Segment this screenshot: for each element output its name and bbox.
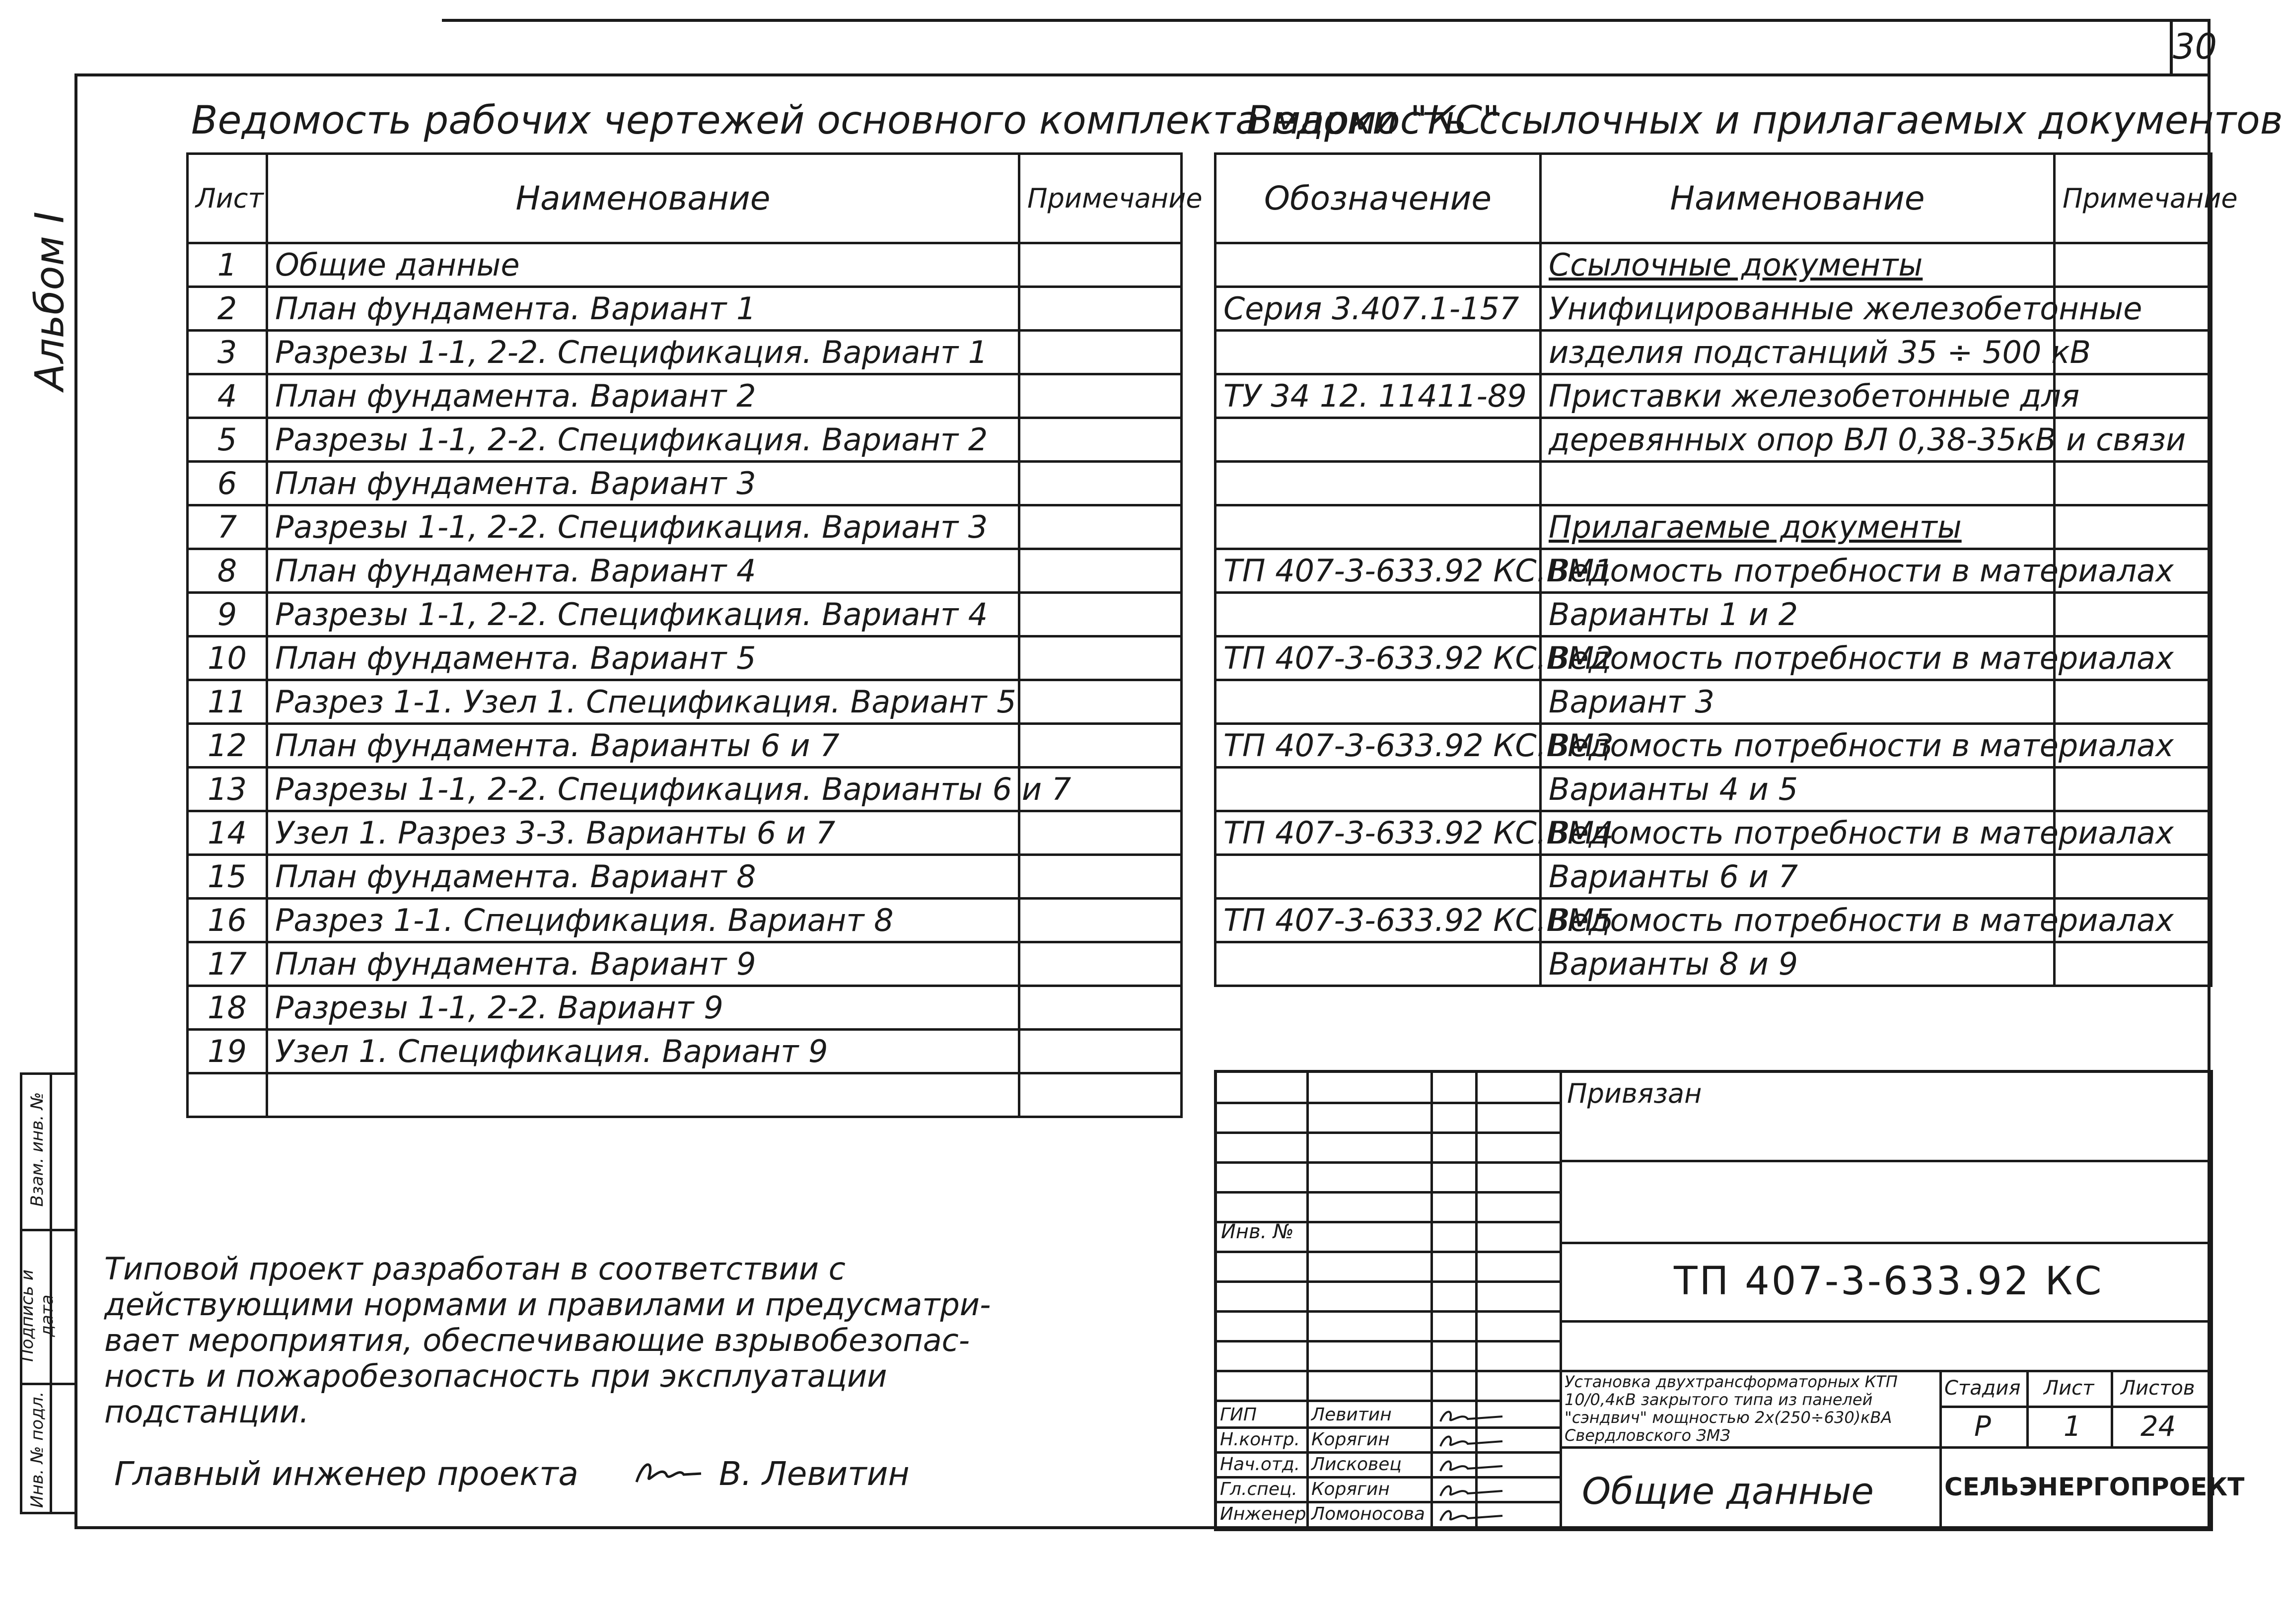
inv-no-label: Инв. №	[1221, 1220, 1294, 1243]
drawing-note	[1019, 505, 1182, 549]
sheet-number: 12	[188, 724, 267, 768]
doc-name: Варианты 8 и 9	[1541, 942, 2055, 986]
signature-name: Корягин	[1311, 1429, 1390, 1450]
drawing-note	[1019, 243, 1182, 287]
doc-designation: ТП 407-3-633.92 КС.ВМ5	[1215, 899, 1541, 942]
drawing-note	[1019, 374, 1182, 418]
doc-note	[2055, 505, 2212, 549]
signature-role: Инженер	[1220, 1504, 1306, 1524]
project-code: ТП 407-3-633.92 КС	[1674, 1259, 2104, 1304]
doc-name: Варианты 1 и 2	[1541, 593, 2055, 636]
table-row	[188, 811, 1182, 855]
doc-name: Унифицированные железобетонные	[1541, 287, 2055, 331]
note-paragraph	[104, 1251, 991, 1430]
table-row	[188, 462, 1182, 505]
sheet-number: 19	[188, 1030, 267, 1073]
table-row	[188, 724, 1182, 768]
doc-name: Ссылочные документы	[1541, 243, 2055, 287]
doc-designation	[1215, 593, 1541, 636]
drawing-name: План фундамента. Вариант 8	[267, 855, 1019, 899]
doc-note	[2055, 593, 2212, 636]
drawing-note	[1019, 418, 1182, 462]
doc-designation: ТП 407-3-633.92 КС.ВМ3	[1215, 724, 1541, 768]
table-row	[188, 636, 1182, 680]
table-row	[1215, 243, 2212, 287]
doc-name: Прилагаемые документы	[1541, 505, 2055, 549]
drawing-name: Разрезы 1-1, 2-2. Спецификация. Вариант 2	[267, 418, 1019, 462]
drawing-note	[1019, 942, 1182, 986]
signature-mark-icon	[1438, 1481, 1507, 1503]
table-row	[188, 593, 1182, 636]
table-row	[188, 505, 1182, 549]
signature-name: Левитин	[1311, 1405, 1392, 1425]
drawing-note	[1019, 1030, 1182, 1073]
table-row	[1215, 855, 2212, 899]
table-row	[188, 1030, 1182, 1073]
drawing-name: Разрез 1-1. Спецификация. Вариант 8	[267, 899, 1019, 942]
doc-note	[2055, 243, 2212, 287]
table-row	[188, 680, 1182, 724]
table-row	[1215, 331, 2212, 374]
note-line: ность и пожаробезопасность при эксплуатации	[104, 1358, 887, 1394]
doc-designation	[1215, 680, 1541, 724]
drawing-name: План фундамента. Варианты 6 и 7	[267, 724, 1019, 768]
chief-engineer-label: Главный инженер проекта	[114, 1455, 578, 1493]
drawing-name: Разрезы 1-1, 2-2. Спецификация. Вариант 4	[267, 593, 1019, 636]
signature-mark-icon	[1438, 1456, 1507, 1478]
page-number-box	[2170, 22, 2217, 76]
stage-value: Р	[1974, 1411, 1991, 1443]
right-table-title: Ведомость ссылочных и прилагаемых документов	[1246, 98, 2283, 143]
sheet-number: 17	[188, 942, 267, 986]
table-row	[1215, 724, 2212, 768]
drawing-name: Узел 1. Разрез 3-3. Варианты 6 и 7	[267, 811, 1019, 855]
table-row	[188, 942, 1182, 986]
table-row	[1215, 636, 2212, 680]
doc-designation	[1215, 418, 1541, 462]
table-row	[188, 549, 1182, 593]
header-doc-name: Наименование	[1541, 154, 2055, 243]
drawing-name: Разрезы 1-1, 2-2. Спецификация. Вариант 3	[267, 505, 1019, 549]
sheet-number: 14	[188, 811, 267, 855]
table-row	[1215, 680, 2212, 724]
stamp-vzam-inv: Взам. инв. №	[27, 1092, 47, 1207]
sheet-title: Общие данные	[1582, 1470, 1874, 1513]
sheet-number: 7	[188, 505, 267, 549]
drawing-name: Разрезы 1-1, 2-2. Спецификация. Вариант 1	[267, 331, 1019, 374]
note-line: подстанции.	[104, 1394, 309, 1430]
note-line: вает мероприятия, обеспечивающие взрывобезопас-	[104, 1322, 970, 1358]
doc-name: Варианты 4 и 5	[1541, 768, 2055, 811]
frame-top	[74, 73, 2210, 76]
sheet-number: 4	[188, 374, 267, 418]
drawing-note	[1019, 724, 1182, 768]
table-row	[188, 418, 1182, 462]
doc-name: Вариант 3	[1541, 680, 2055, 724]
signature-role: Нач.отд.	[1220, 1454, 1300, 1475]
sheets-value: 24	[2140, 1411, 2176, 1443]
drawing-note	[1019, 549, 1182, 593]
header-name: Наименование	[267, 154, 1019, 243]
doc-name: деревянных опор ВЛ 0,38-35кВ и связи	[1541, 418, 2055, 462]
drawing-name	[267, 1073, 1019, 1117]
doc-designation: ТП 407-3-633.92 КС.ВМ1	[1215, 549, 1541, 593]
drawing-note	[1019, 986, 1182, 1030]
sheet-value: 1	[2064, 1411, 2081, 1443]
doc-name: Ведомость потребности в материалах	[1541, 636, 2055, 680]
signature-role: Н.контр.	[1220, 1429, 1300, 1450]
table-row	[1215, 418, 2212, 462]
table-row	[188, 855, 1182, 899]
table-row	[1215, 768, 2212, 811]
doc-name: Ведомость потребности в материалах	[1541, 724, 2055, 768]
stage-label: Стадия	[1944, 1377, 2021, 1400]
privyazan-label: Привязан	[1567, 1078, 1702, 1109]
drawing-name: План фундамента. Вариант 2	[267, 374, 1019, 418]
header-designation: Обозначение	[1215, 154, 1541, 243]
drawing-note	[1019, 680, 1182, 724]
drawing-note	[1019, 593, 1182, 636]
stamp-inv-podl: Инв. № подл.	[27, 1391, 47, 1508]
drawing-note	[1019, 636, 1182, 680]
sheet-number: 9	[188, 593, 267, 636]
sheet-number: 5	[188, 418, 267, 462]
drawing-note	[1019, 331, 1182, 374]
sheet-number: 13	[188, 768, 267, 811]
table-row	[188, 986, 1182, 1030]
side-stamp	[17, 1072, 77, 1514]
drawing-note	[1019, 1073, 1182, 1117]
doc-designation	[1215, 331, 1541, 374]
sheet-number: 6	[188, 462, 267, 505]
sheet-number: 15	[188, 855, 267, 899]
signature-name: Лисковец	[1311, 1454, 1402, 1475]
doc-name	[1541, 462, 2055, 505]
table-row	[188, 899, 1182, 942]
table-row	[188, 287, 1182, 331]
project-description: Установка двухтрансформаторных КТП 10/0,4кВ закрытого типа из панелей "сэндвич" мощностью 2х(250÷630)кВА Свердловского ЗМЗ	[1565, 1372, 1898, 1445]
sheet-number: 11	[188, 680, 267, 724]
doc-note	[2055, 768, 2212, 811]
signature-mark-icon	[1438, 1506, 1507, 1528]
doc-designation	[1215, 855, 1541, 899]
table-row	[188, 243, 1182, 287]
drawing-name: План фундамента. Вариант 4	[267, 549, 1019, 593]
table-row	[1215, 811, 2212, 855]
doc-note	[2055, 942, 2212, 986]
table-row	[1215, 287, 2212, 331]
drawing-name: План фундамента. Вариант 3	[267, 462, 1019, 505]
signature-mark-icon	[1438, 1407, 1507, 1428]
note-line: Типовой проект разработан в соответствии с	[104, 1251, 846, 1287]
left-table-title: Ведомость рабочих чертежей основного комплекта марки "КС"	[191, 98, 1500, 143]
sheet-number: 1	[188, 243, 267, 287]
sheet-number: 10	[188, 636, 267, 680]
note-line: действующими нормами и правилами и предусматри-	[104, 1286, 991, 1323]
drawing-name: Разрезы 1-1, 2-2. Вариант 9	[267, 986, 1019, 1030]
header-doc-note: Примечание	[2055, 154, 2212, 243]
table-row	[1215, 899, 2212, 942]
organization-name: СЕЛЬЭНЕРГОПРОЕКТ	[1944, 1473, 2245, 1501]
chief-engineer-line	[114, 1455, 910, 1497]
album-label: Альбом I	[26, 212, 73, 391]
documents-table	[1214, 152, 2238, 987]
sheet-number	[188, 1073, 267, 1117]
sheet-label: Лист	[2044, 1377, 2094, 1400]
signature-role: Гл.спец.	[1220, 1479, 1297, 1499]
doc-designation	[1215, 768, 1541, 811]
table-row	[188, 1073, 1182, 1117]
drawing-name: План фундамента. Вариант 9	[267, 942, 1019, 986]
doc-name: Варианты 6 и 7	[1541, 855, 2055, 899]
doc-designation	[1215, 243, 1541, 287]
doc-designation: ТП 407-3-633.92 КС.ВМ4	[1215, 811, 1541, 855]
title-block	[1214, 1070, 2245, 1531]
signature-role: ГИП	[1220, 1405, 1257, 1425]
table-row	[1215, 549, 2212, 593]
docs-header-row	[1215, 154, 2212, 243]
top-border-line	[442, 19, 2210, 22]
stamp-podpis-data: Подпись и дата	[17, 1270, 57, 1362]
doc-name: Приставки железобетонные для	[1541, 374, 2055, 418]
drawing-name: План фундамента. Вариант 1	[267, 287, 1019, 331]
drawing-name: Общие данные	[267, 243, 1019, 287]
sheet-number: 18	[188, 986, 267, 1030]
drawing-name: Разрезы 1-1, 2-2. Спецификация. Варианты 6 и 7	[267, 768, 1019, 811]
doc-name: Ведомость потребности в материалах	[1541, 811, 2055, 855]
drawing-note	[1019, 899, 1182, 942]
doc-designation: ТП 407-3-633.92 КС.ВМ2	[1215, 636, 1541, 680]
page-number: 30	[2173, 26, 2217, 67]
header-sheet: Лист	[188, 154, 267, 243]
drawings-header-row	[188, 154, 1182, 243]
table-row	[188, 768, 1182, 811]
signature-name: Корягин	[1311, 1479, 1390, 1499]
doc-note	[2055, 680, 2212, 724]
doc-note	[2055, 462, 2212, 505]
signature-mark-icon	[1438, 1431, 1507, 1453]
drawing-note	[1019, 287, 1182, 331]
sheet-number: 8	[188, 549, 267, 593]
doc-note	[2055, 855, 2212, 899]
drawing-note	[1019, 811, 1182, 855]
sheet-number: 2	[188, 287, 267, 331]
table-row	[188, 331, 1182, 374]
table-row	[1215, 593, 2212, 636]
doc-name: Ведомость потребности в материалах	[1541, 899, 2055, 942]
header-note: Примечание	[1019, 154, 1182, 243]
doc-designation: ТУ 34 12. 11411-89	[1215, 374, 1541, 418]
doc-designation	[1215, 505, 1541, 549]
doc-designation	[1215, 942, 1541, 986]
drawing-note	[1019, 462, 1182, 505]
drawing-name: Узел 1. Спецификация. Вариант 9	[267, 1030, 1019, 1073]
table-row	[1215, 505, 2212, 549]
sheets-label: Листов	[2121, 1377, 2195, 1400]
chief-engineer-name: В. Левитин	[718, 1455, 910, 1493]
doc-designation: Серия 3.407.1-157	[1215, 287, 1541, 331]
drawings-table	[186, 152, 1203, 1118]
table-row	[188, 374, 1182, 418]
sheet-number: 3	[188, 331, 267, 374]
doc-name: изделия подстанций 35 ÷ 500 кВ	[1541, 331, 2055, 374]
drawing-name: План фундамента. Вариант 5	[267, 636, 1019, 680]
doc-name: Ведомость потребности в материалах	[1541, 549, 2055, 593]
drawing-note	[1019, 855, 1182, 899]
chief-signature-icon	[634, 1455, 709, 1497]
table-row	[1215, 942, 2212, 986]
table-row	[1215, 374, 2212, 418]
table-row	[1215, 462, 2212, 505]
sheet-number: 16	[188, 899, 267, 942]
doc-designation	[1215, 462, 1541, 505]
signature-name: Ломоносова	[1311, 1504, 1425, 1524]
drawing-name: Разрез 1-1. Узел 1. Спецификация. Вариант 5	[267, 680, 1019, 724]
